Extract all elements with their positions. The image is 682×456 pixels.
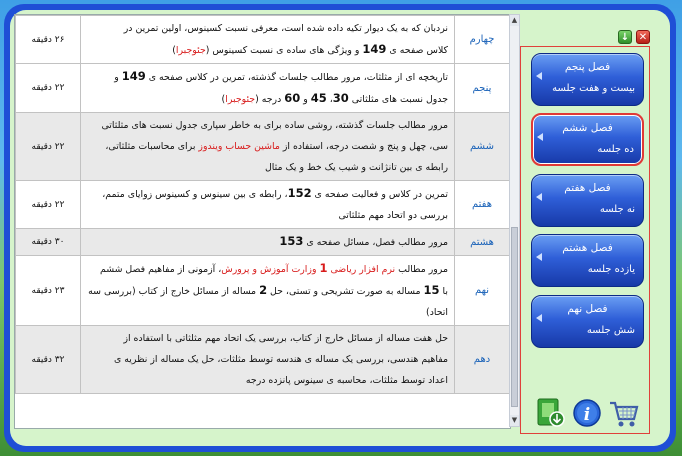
session-description — [81, 326, 455, 394]
text-segment: مرور مطالب — [395, 264, 448, 275]
text-segment: مرور مطالب جلسات گذشته، روشی ساده برای به خاطر سپاری جدول نسبت های مثلثاتی — [101, 120, 448, 131]
highlight-text: جئوجبرا — [225, 94, 256, 105]
session-table — [15, 15, 510, 394]
session-duration: ۲۶ دقیقه — [16, 16, 81, 64]
text-segment: مساله از مسائل خارج از کتاب (بررسی سه — [88, 286, 260, 297]
chapter-session-count: یازده جلسه — [587, 264, 635, 275]
text-segment: تاریخچه ای از مثلثات، مرور مطالب جلسات گذشته، تمرین در کلاس صفحه ی — [145, 72, 448, 83]
triangle-left-icon — [537, 133, 543, 141]
session-description — [81, 181, 455, 229]
vertical-scrollbar[interactable] — [509, 14, 520, 427]
session-table-panel — [14, 14, 511, 429]
description-line — [87, 258, 448, 280]
text-segment: اتحاد) — [426, 307, 448, 318]
session-name: هفتم — [455, 181, 510, 229]
scroll-up-arrow-icon[interactable]: ▲ — [511, 16, 518, 24]
table-row — [16, 181, 510, 229]
text-segment: ، آزمونی از مفاهیم فصل ششم — [99, 264, 222, 275]
text-segment: 149 — [362, 42, 387, 56]
text-segment: سی، چهل و پنج و شصت درجه، استفاده از — [279, 141, 448, 152]
session-name: ششم — [455, 113, 510, 181]
triangle-left-icon — [536, 314, 542, 322]
chapter-session-count: نه جلسه — [599, 204, 635, 215]
highlight-text: جئوجبرا — [175, 45, 206, 56]
text-segment: 2 — [259, 283, 268, 297]
text-segment: رابطه ی بین تانژانت و شیب یک خط و یک مثال — [265, 162, 448, 173]
chapter-button[interactable] — [531, 174, 644, 227]
session-name: دهم — [455, 326, 510, 394]
down-arrow-icon[interactable]: ↓ — [618, 30, 632, 44]
text-segment: ، رابطه ی بین سینوس و کسینوس زوایای متمم، — [102, 189, 288, 200]
highlight-text: نرم افزار ریاضی — [327, 264, 396, 275]
session-duration: ۳۰ دقیقه — [16, 229, 81, 256]
text-segment: ) — [172, 45, 176, 56]
text-segment: ) — [221, 94, 226, 105]
description-line — [87, 302, 448, 323]
session-duration: ۲۲ دقیقه — [16, 181, 81, 229]
description-line — [87, 18, 448, 39]
description-line — [87, 280, 448, 302]
session-description — [81, 16, 455, 64]
chapter-title: فصل هشتم — [562, 242, 613, 254]
text-segment: 152 — [287, 186, 312, 200]
table-row — [16, 16, 510, 64]
text-segment: مساله به صورت تشریحی و تستی، حل — [267, 286, 424, 297]
text-segment: مفاهیم هندسی، بررسی یک مساله ی هندسه توسط مثلثات، حل یک مساله از نظریه ی — [113, 354, 448, 365]
info-icon[interactable] — [572, 397, 602, 429]
session-name: پنجم — [455, 64, 510, 113]
chapter-button[interactable] — [531, 113, 644, 166]
description-line — [87, 370, 448, 391]
session-duration: ۲۲ دقیقه — [16, 64, 81, 113]
text-segment: 149 — [121, 69, 146, 83]
table-row — [16, 64, 510, 113]
text-segment: با — [439, 286, 448, 297]
chapter-session-count: شش جلسه — [586, 325, 635, 336]
session-name: هشتم — [455, 229, 510, 256]
session-description — [81, 229, 455, 256]
chapter-session-count: بیست و هفت جلسه — [552, 83, 635, 94]
chapter-title: فصل هفتم — [564, 182, 611, 194]
scroll-thumb[interactable] — [511, 227, 518, 407]
description-line — [87, 136, 448, 157]
text-segment: نردبان که به یک دیوار تکیه داده شده است، معرفی نسبت کسینوس، اولین تمرین در — [123, 23, 448, 34]
text-segment: بررسی دو اتحاد مهم مثلثاتی — [338, 210, 448, 221]
text-segment: تمرین در کلاس و فعالیت صفحه ی — [311, 189, 448, 200]
session-duration: ۲۲ دقیقه — [16, 113, 81, 181]
table-row — [16, 113, 510, 181]
chapter-button[interactable] — [531, 53, 644, 106]
session-description — [81, 113, 455, 181]
text-segment: 60 — [284, 91, 301, 105]
chapter-title: فصل نهم — [567, 303, 608, 315]
chapter-button[interactable] — [531, 234, 644, 287]
text-segment: 45 — [310, 91, 327, 105]
text-segment: ، — [326, 94, 333, 105]
chapter-title: فصل پنجم — [564, 61, 611, 73]
text-segment: 30 — [332, 91, 349, 105]
description-line — [87, 205, 448, 226]
description-line — [87, 328, 448, 349]
triangle-left-icon — [536, 253, 542, 261]
session-duration: ۲۳ دقیقه — [16, 256, 81, 326]
text-segment: و — [300, 94, 311, 105]
description-line — [87, 349, 448, 370]
text-segment: 153 — [279, 234, 304, 248]
session-description — [81, 256, 455, 326]
text-segment: برای محاسبات مثلثاتی، — [105, 141, 199, 152]
session-description — [81, 64, 455, 113]
green-download-icon[interactable] — [536, 397, 566, 429]
session-name: نهم — [455, 256, 510, 326]
description-line — [87, 115, 448, 136]
chapter-title: فصل ششم — [562, 122, 613, 134]
description-line — [87, 231, 448, 253]
table-row — [16, 326, 510, 394]
shopping-cart-icon[interactable] — [608, 397, 640, 429]
close-icon[interactable]: ✕ — [636, 30, 650, 44]
text-segment: و — [114, 72, 122, 83]
triangle-left-icon — [536, 72, 542, 80]
session-duration: ۳۲ دقیقه — [16, 326, 81, 394]
text-segment: کلاس صفحه ی — [386, 45, 448, 56]
session-name: چهارم — [455, 16, 510, 64]
chapter-session-count: ده جلسه — [597, 144, 634, 155]
text-segment: مرور مطالب فصل، مسائل صفحه ی — [303, 237, 448, 248]
text-segment: و ویژگی های ساده ی نسبت کسینوس ( — [205, 45, 363, 56]
description-line — [87, 66, 448, 88]
text-segment: درجه ( — [255, 94, 285, 105]
description-line — [87, 88, 448, 110]
highlight-text: 1 — [319, 261, 328, 275]
triangle-left-icon — [536, 193, 542, 201]
table-row — [16, 229, 510, 256]
text-segment: 15 — [423, 283, 440, 297]
svg-text:i: i — [583, 405, 591, 425]
description-line — [87, 183, 448, 205]
description-line — [87, 157, 448, 178]
table-row — [16, 256, 510, 326]
scroll-down-arrow-icon[interactable]: ▼ — [511, 416, 518, 424]
chapter-button[interactable] — [531, 295, 644, 348]
highlight-text: وزارت آموزش و پرورش — [221, 264, 320, 275]
text-segment: جدول نسبت های مثلثاتی — [348, 94, 448, 105]
text-segment: اعداد توسط مثلثات، محاسبه ی سینوس پانزده درجه — [245, 375, 448, 386]
description-line — [87, 39, 448, 61]
text-segment: حل هفت مساله از مسائل خارج از کتاب، بررسی یک اتحاد مهم مثلثاتی با استفاده از — [123, 333, 448, 344]
highlight-text: ماشین حساب ویندوز — [198, 141, 280, 152]
